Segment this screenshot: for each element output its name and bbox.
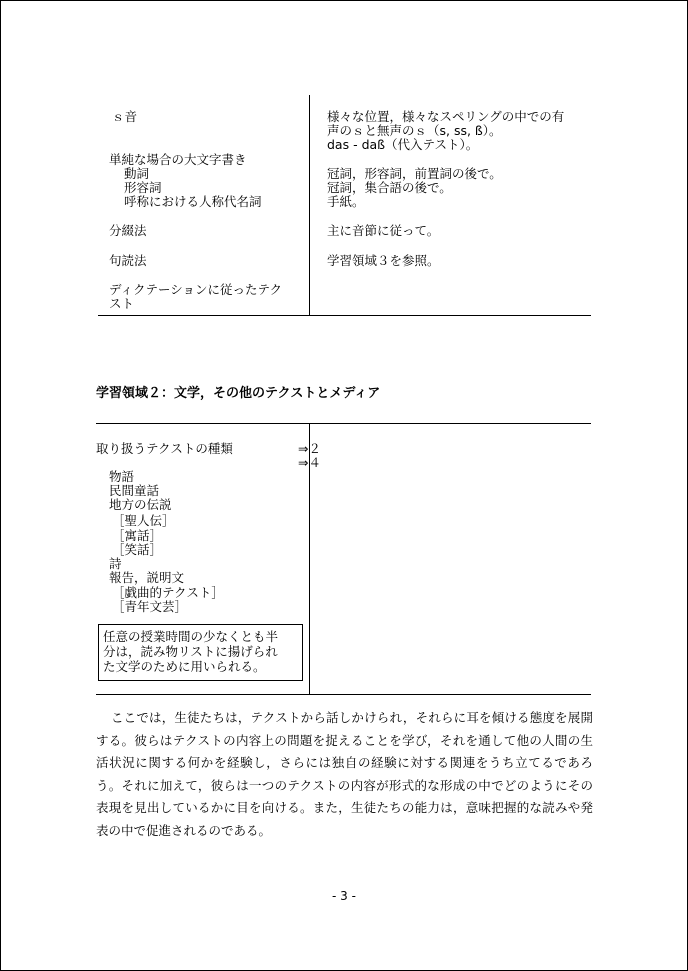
cap-desc-line1: 冠詞，形容詞，前置詞の後で。 bbox=[327, 166, 502, 181]
table1-bottom-rule bbox=[98, 315, 591, 316]
text-types-label: 取り扱うテクストの種類 bbox=[96, 441, 233, 456]
list-item: ［青年文芸］ bbox=[112, 599, 188, 614]
punctuation-label: 句読法 bbox=[109, 253, 147, 268]
list-item: ［笑話］ bbox=[112, 542, 163, 557]
s-sound-label: ｓ音 bbox=[112, 109, 138, 124]
body-paragraph bbox=[96, 707, 593, 842]
note-line2: 分は，読み物リストに揚げられ bbox=[103, 644, 278, 659]
page-number: - 3 - bbox=[332, 889, 356, 903]
dictation-label-line1: ディクテーションに従ったテク bbox=[109, 282, 283, 297]
cap-pronoun-label: 呼称における人称代名詞 bbox=[124, 194, 262, 209]
table2-bottom-rule bbox=[96, 694, 591, 695]
list-item: 地方の伝説 bbox=[109, 497, 172, 512]
list-item: 民間童話 bbox=[109, 483, 160, 498]
table2-top-rule bbox=[96, 423, 591, 424]
cap-desc-line2: 冠詞，集合語の後で。 bbox=[327, 180, 452, 195]
cap-adj-label: 形容詞 bbox=[124, 180, 162, 195]
note-line3: た文学のために用いられる。 bbox=[103, 659, 266, 674]
table1-divider bbox=[309, 95, 310, 316]
syllabification-desc: 主に音節に従って。 bbox=[327, 223, 440, 238]
punctuation-desc: 学習領域３を参照。 bbox=[327, 253, 440, 268]
s-sound-desc-line2: 声のｓと無声のｓ（s, ss, ß）。 bbox=[327, 123, 502, 138]
cross-ref-4: ⇒４ bbox=[298, 455, 321, 470]
list-item: ［寓話］ bbox=[112, 528, 163, 543]
note-line1: 任意の授業時間の少なくとも半 bbox=[103, 629, 279, 644]
capitalization-label: 単純な場合の大文字書き bbox=[109, 152, 247, 167]
dictation-label-line2: スト bbox=[109, 296, 135, 311]
cross-ref-2: ⇒２ bbox=[298, 441, 321, 456]
list-item: ［聖人伝］ bbox=[112, 513, 175, 528]
body-paragraph-text: ここでは，生徒たちは，テクストから話しかけられ，それらに耳を傾ける態度を展開する。彼らはテクストの内容上の問題を捉えることを学び，それを通して他の人間の生活状況に関する何かを経験し，さらには独自の経験に対する関連をうち立てるであろう。それに加えて，彼らは一つのテクストの内容が形式的な形成の中でどのようにその表現を見出しているかに目を向ける。また，生徒たちの能力は，意味把握的な読みや発表の中で促進されるのである。 bbox=[96, 710, 593, 838]
cap-verb-label: 動詞 bbox=[124, 166, 150, 181]
s-sound-desc-line3: das - daß（代入テスト）。 bbox=[327, 137, 479, 152]
section-heading: 学習領域２：文学，その他のテクストとメディア bbox=[96, 386, 381, 401]
cap-desc-line3: 手紙。 bbox=[327, 194, 365, 209]
list-item: 物語 bbox=[109, 469, 135, 484]
list-item: 報告，説明文 bbox=[109, 570, 185, 585]
s-sound-desc-line1: 様々な位置，様々なスペリングの中での有 bbox=[327, 109, 565, 124]
list-item: ［戯曲的テクスト］ bbox=[112, 585, 224, 600]
syllabification-label: 分綴法 bbox=[109, 223, 147, 238]
list-item: 詩 bbox=[109, 556, 122, 571]
